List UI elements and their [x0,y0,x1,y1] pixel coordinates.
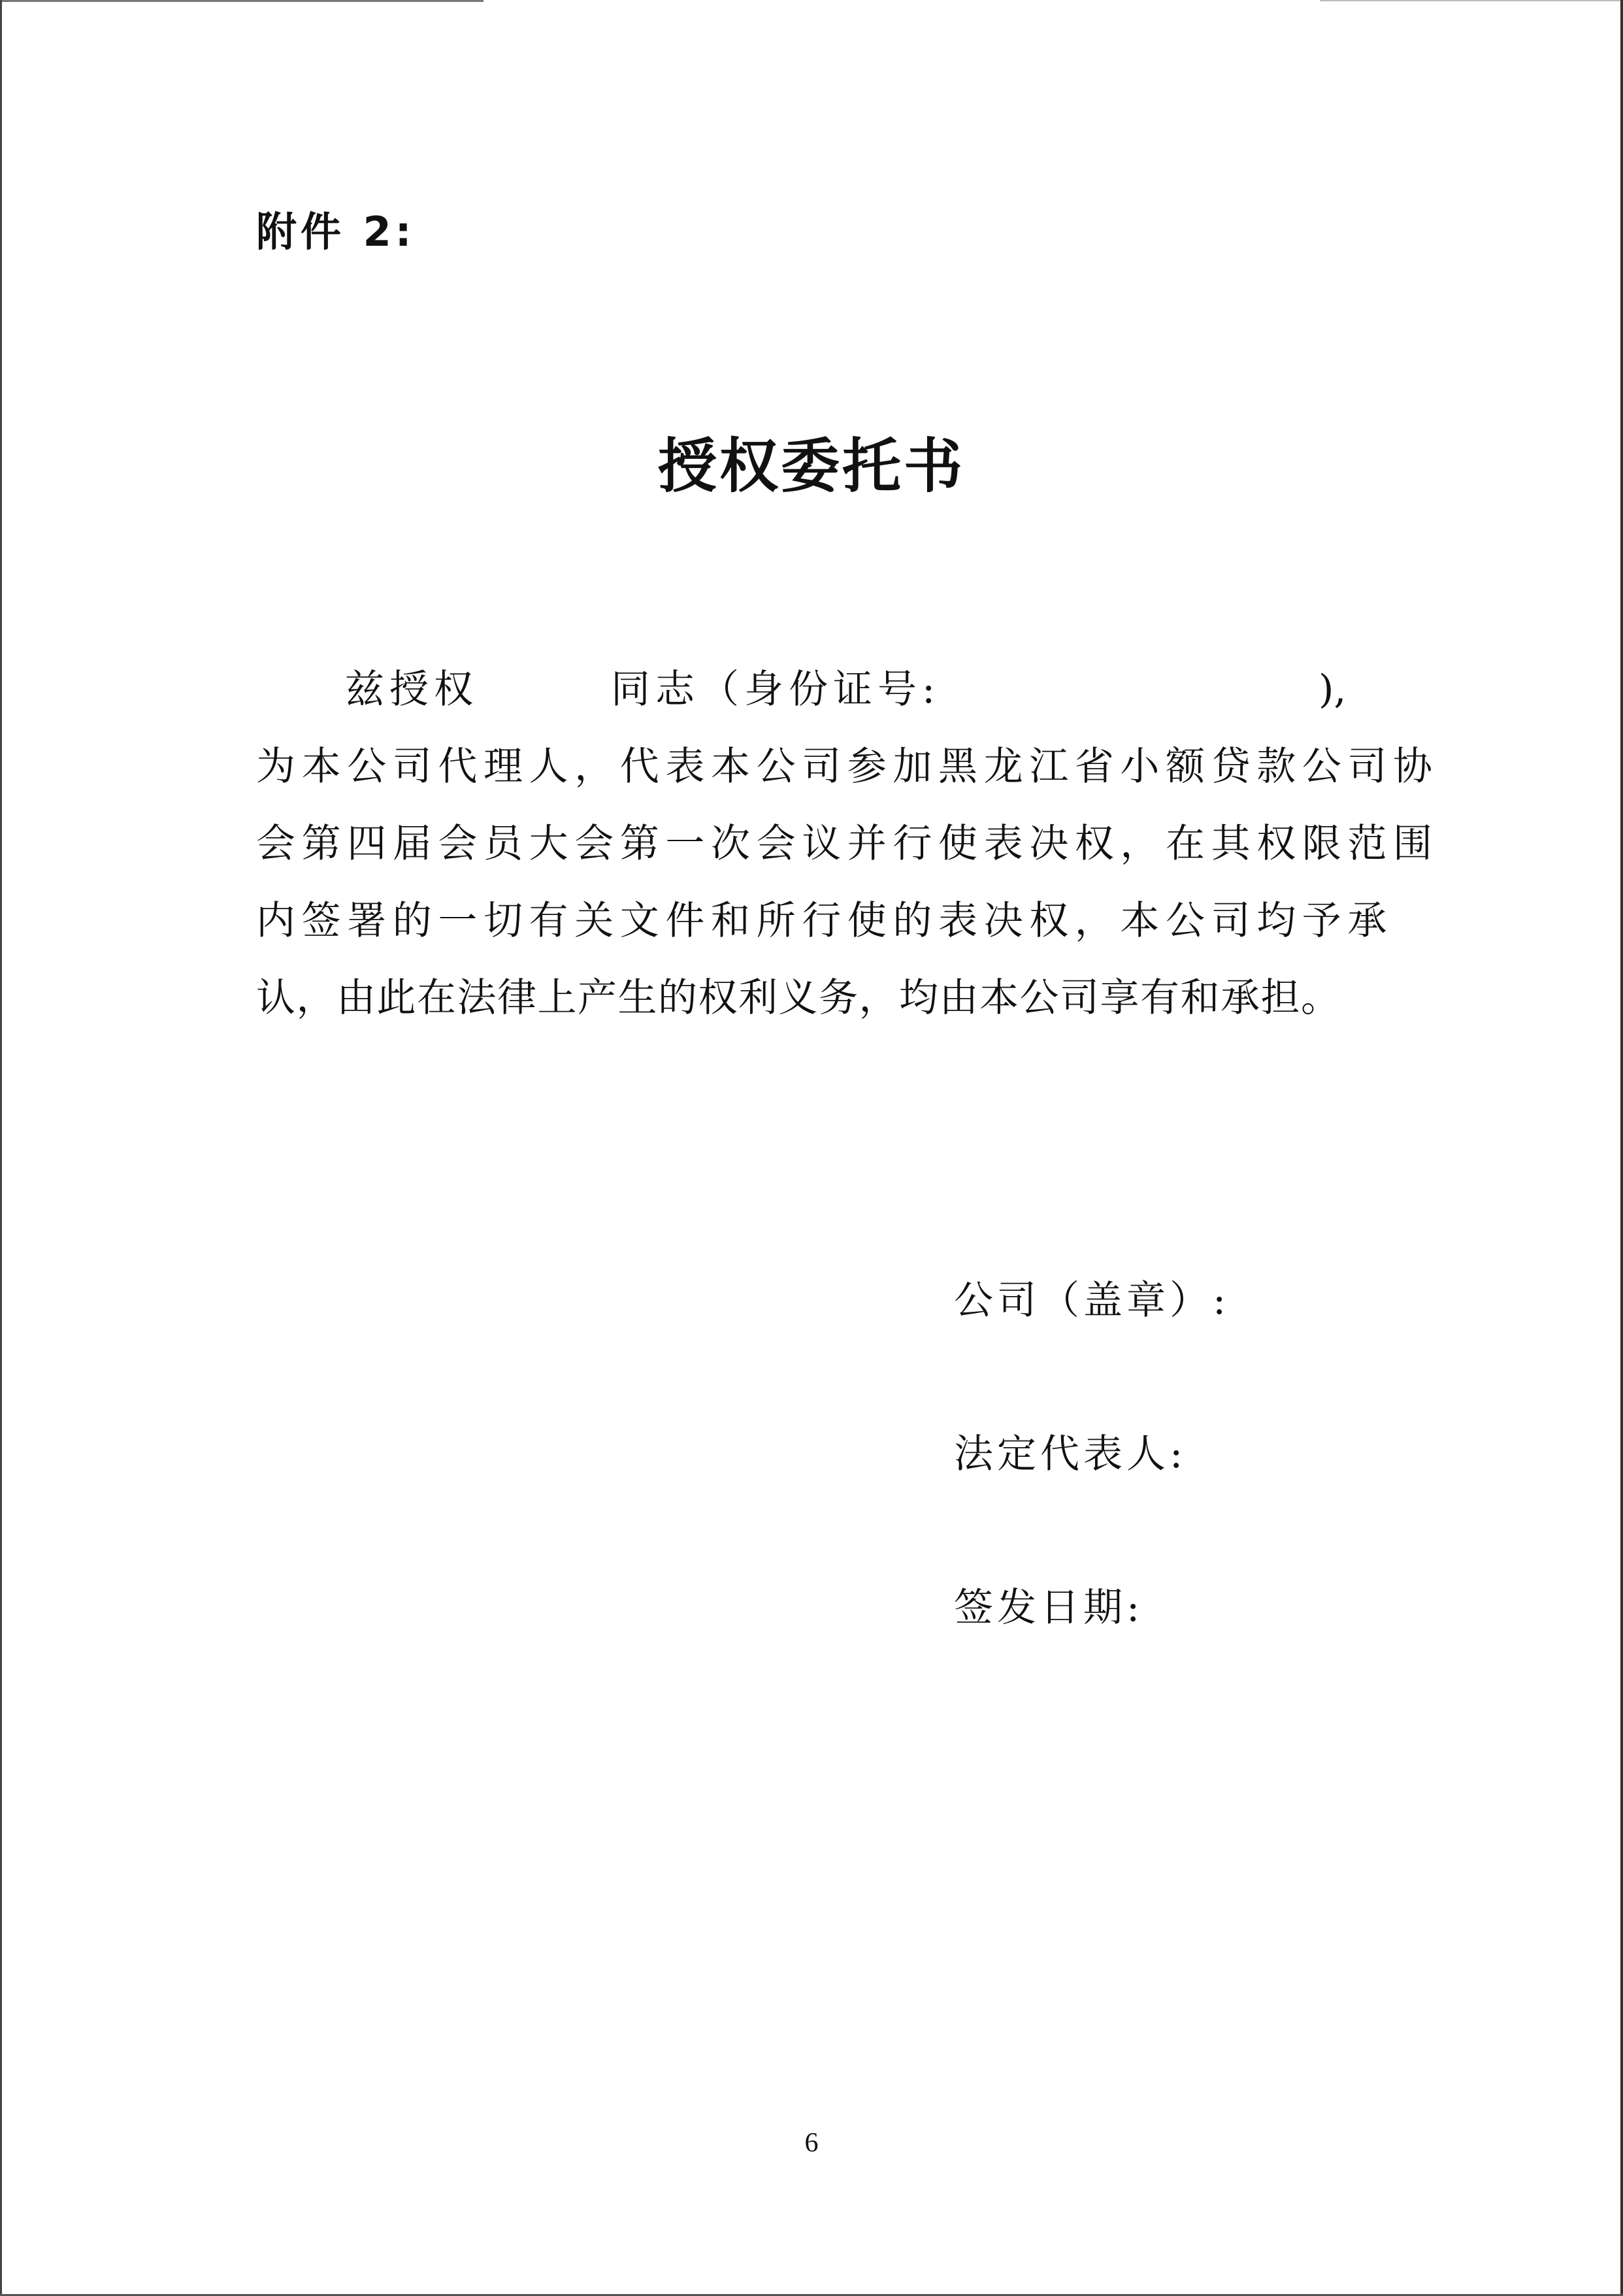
body-line-5: 认，由此在法律上产生的权利义务，均由本公司享有和承担。 [256,975,1341,1021]
scan-edge-top [0,0,484,2]
body-line-4: 内签署的一切有关文件和所行使的表决权，本公司均予承 [256,898,1393,944]
scan-edge-top-right [1320,0,1623,1]
company-seal-label: 公司（盖章）: [954,1278,1230,1323]
body-line-1-middle: 同志（身份证号: [611,667,941,712]
document-title: 授权委托书 [658,432,965,501]
body-line-2: 为本公司代理人，代表本公司参加黑龙江省小额贷款公司协 [256,744,1439,790]
page-number: 6 [804,2128,819,2158]
body-line-1-prefix: 兹授权 [345,667,478,712]
scan-edge-right [1620,0,1623,2296]
body-line-1-suffix: ), [1319,667,1347,712]
body-line-3: 会第四届会员大会第一次会议并行使表决权，在其权限范围 [256,821,1439,867]
issue-date-label: 签发日期: [954,1585,1144,1631]
scan-edge-left [0,0,2,2296]
legal-representative-label: 法定代表人: [954,1431,1187,1477]
attachment-label: 附件 2: [256,208,416,256]
